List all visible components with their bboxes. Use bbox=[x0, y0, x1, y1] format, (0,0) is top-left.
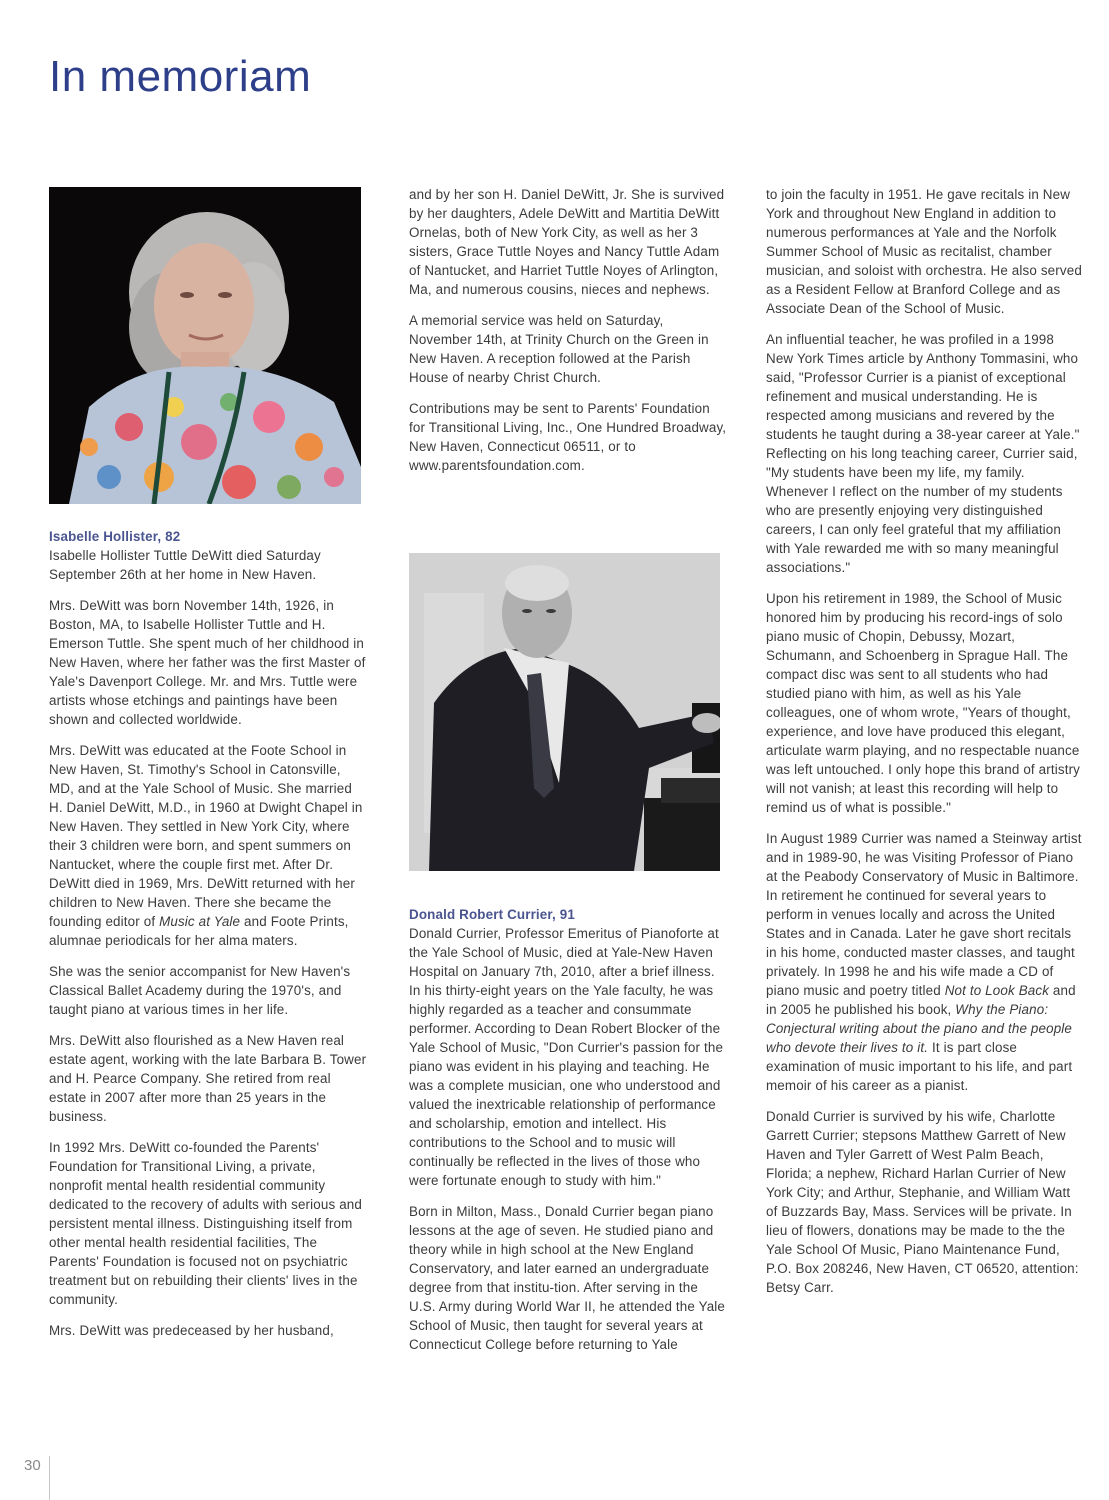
text-span: It is part close examination of music important to his life, and part memoir of his career as a pianist. bbox=[766, 1040, 1073, 1093]
currier-paragraph: Donald Currier, Professor Emeritus of Pianoforte at the Yale School of Music, died at Yale-New Haven Hospital on January 7th, 2010, after a brief illness. In his thirty-eight years on the Yale faculty, he was highly regarded as a teacher and consummate performer. According to Dean Robert Blocker of the Yale School of Music, "Don Currier's passion for the piano was evident in his playing and teaching. He was a complete musician, one who understood and valued the inextricable relationship of performance and scholarship, emotion and intellect. His contributions to the School and to music will continually be reflected in the lives of those who were fortunate enough to study with him." bbox=[409, 926, 724, 1188]
currier-paragraph: Upon his retirement in 1989, the School of Music honored him by producing his record-ings of solo piano music of Chopin, Debussy, Mozart, Schumann, and Schoenberg in Sprague Hall. The compact disc was sent to all students who had studied piano with him, as well as his Yale colleagues, one of whom wrote, "Years of thought, experience, and love have produced this elegant, articulate warm playing, and no respectable nuance was left untouched. I only hope this brand of artistry will not vanish; at least this recording will help to remind us of what is possible." bbox=[766, 591, 1081, 815]
currier-paragraph: to join the faculty in 1951. He gave recitals in New York and throughout New England in addition to numerous performances at Yale and the Norfolk Summer School of Music as recitalist, chamber musician, and soloist with orchestra. He also served as a Resident Fellow at Branford College and as Associate Dean of the School of Music. bbox=[766, 187, 1082, 316]
portrait-image-icon bbox=[409, 553, 720, 871]
publication-title: Music at Yale bbox=[159, 914, 241, 929]
hollister-paragraph: and by her son H. Daniel DeWitt, Jr. She is survived by her daughters, Adele DeWitt and Martitia DeWitt Ornelas, both of New York City, as well as her 3 sisters, Grace Tuttle Noyes and Nancy Tuttle Adam of Nantucket, and Harriet Tuttle Noyes of Arlington, Ma, and numerous cousins, nieces and nephews. bbox=[409, 187, 725, 297]
hollister-paragraph: She was the senior accompanist for New Haven's Classical Ballet Academy during the 1970's, and taught piano at various times in her life. bbox=[49, 964, 351, 1017]
currier-photo bbox=[409, 553, 720, 871]
currier-paragraph bbox=[766, 829, 1082, 1095]
hollister-photo bbox=[49, 187, 361, 504]
text-span: Mrs. DeWitt was educated at the Foote School in New Haven, St. Timothy's School in Catonsville, MD, and at the Yale School of Music. She married H. Daniel DeWitt, M.D., in 1960 at Dwight Chapel in New Haven. They settled in New York City, where their 3 children were born, and spent summers on Nantucket, where the couple first met. After Dr. DeWitt died in 1969, Mrs. DeWitt returned with her children to New Haven. There she became the founding editor of bbox=[49, 743, 363, 929]
page-number-divider bbox=[49, 1456, 50, 1500]
currier-paragraph: An influential teacher, he was profiled in a 1998 New York Times article by Anthony Tommasini, who said, "Professor Currier is a pianist of exceptional refinement and musical understanding. He is respected among musicians and revered by the students he taught during a 38-year career at Yale." Reflecting on his long teaching career, Currier said, "My students have been my life, my family. Whenever I reflect on the number of my students who are presently enjoying very distinguished careers, I can only feel grateful that my affiliation with Yale rewarded me with so many meaningful associations." bbox=[766, 332, 1080, 575]
text-span: In August 1989 Currier was named a Steinway artist and in 1989-90, he was Visiting Professor of Piano at the Peabody Conservatory of Music in Baltimore. In retirement he continued for several years to perform in venues locally and across the United States and in Canada. Later he gave short recitals in his home, conducted master classes, and taught privately. In 1998 he and his wife made a CD of piano music and poetry titled bbox=[766, 831, 1082, 998]
column-3 bbox=[766, 185, 1082, 1309]
column-2-bottom bbox=[409, 905, 727, 1366]
hollister-paragraph: Contributions may be sent to Parents' Foundation for Transitional Living, Inc., One Hundred Broadway, New Haven, Connecticut 06511, or to www.parentsfoundation.com. bbox=[409, 401, 727, 473]
hollister-paragraph: Isabelle Hollister Tuttle DeWitt died Saturday September 26th at her home in New Haven. bbox=[49, 548, 321, 582]
hollister-paragraph: Mrs. DeWitt also flourished as a New Haven real estate agent, working with the late Barbara B. Tower and H. Pearce Company. She retired from real estate in 2007 after more than 25 years in the business. bbox=[49, 1033, 367, 1124]
text-span: and Foote Prints, alumnae periodicals for her alma maters. bbox=[49, 914, 349, 948]
hollister-paragraph: A memorial service was held on Saturday, November 14th, at Trinity Church on the Green in New Haven. A reception followed at the Parish House of nearby Christ Church. bbox=[409, 313, 709, 385]
book-title: Why the Piano: Conjectural writing about the piano and the people who devote their lives to it. bbox=[766, 1002, 1073, 1055]
text-span: and in 2005 he published his book, bbox=[766, 983, 1076, 1017]
column-1 bbox=[49, 527, 367, 1352]
hollister-paragraph bbox=[49, 741, 367, 950]
page-number: 30 bbox=[24, 1457, 41, 1474]
currier-paragraph: Born in Milton, Mass., Donald Currier began piano lessons at the age of seven. He studied piano and theory while in high school at the New England Conservatory, and later earned an undergraduate degree from that institu-tion. After serving in the U.S. Army during World War II, he attended the Yale School of Music, then taught for several years at Connecticut College before returning to Yale bbox=[409, 1204, 726, 1352]
column-2-top bbox=[409, 185, 727, 487]
hollister-paragraph: Mrs. DeWitt was predeceased by her husband, bbox=[49, 1323, 334, 1338]
hollister-headline: Isabelle Hollister, 82 bbox=[49, 529, 181, 544]
currier-paragraph: Donald Currier is survived by his wife, Charlotte Garrett Currier; stepsons Matthew Garrett of New Haven and Tyler Garrett of West Palm Beach, Florida; a nephew, Richard Harlan Currier of New York City; and Arthur, Stephanie, and William Watt of Buzzards Bay, Mass. Services will be private. In lieu of flowers, donations may be made to the the Yale School Of Music, Piano Maintenance Fund, P.O. Box 208246, New Haven, CT 06520, attention: Betsy Carr. bbox=[766, 1109, 1079, 1295]
currier-headline: Donald Robert Currier, 91 bbox=[409, 907, 575, 922]
hollister-paragraph: Mrs. DeWitt was born November 14th, 1926, in Boston, MA, to Isabelle Hollister Tuttle and H. Emerson Tuttle. She spent much of her childhood in New Haven, where her father was the first Master of Yale's Davenport College. Mr. and Mrs. Tuttle were artists whose etchings and paintings have been shown and collected worldwide. bbox=[49, 598, 366, 727]
portrait-image-icon bbox=[49, 187, 361, 504]
page-title: In memoriam bbox=[49, 52, 312, 101]
hollister-paragraph: In 1992 Mrs. DeWitt co-founded the Parents' Foundation for Transitional Living, a private, nonprofit mental health residential community dedicated to the recovery of adults with serious and persistent mental illness. Distinguishing itself from other mental health residential facilities, The Parents' Foundation is focused not on psychiatric treatment but on rebuilding their clients' lives in the community. bbox=[49, 1140, 362, 1307]
cd-title: Not to Look Back bbox=[944, 983, 1050, 998]
